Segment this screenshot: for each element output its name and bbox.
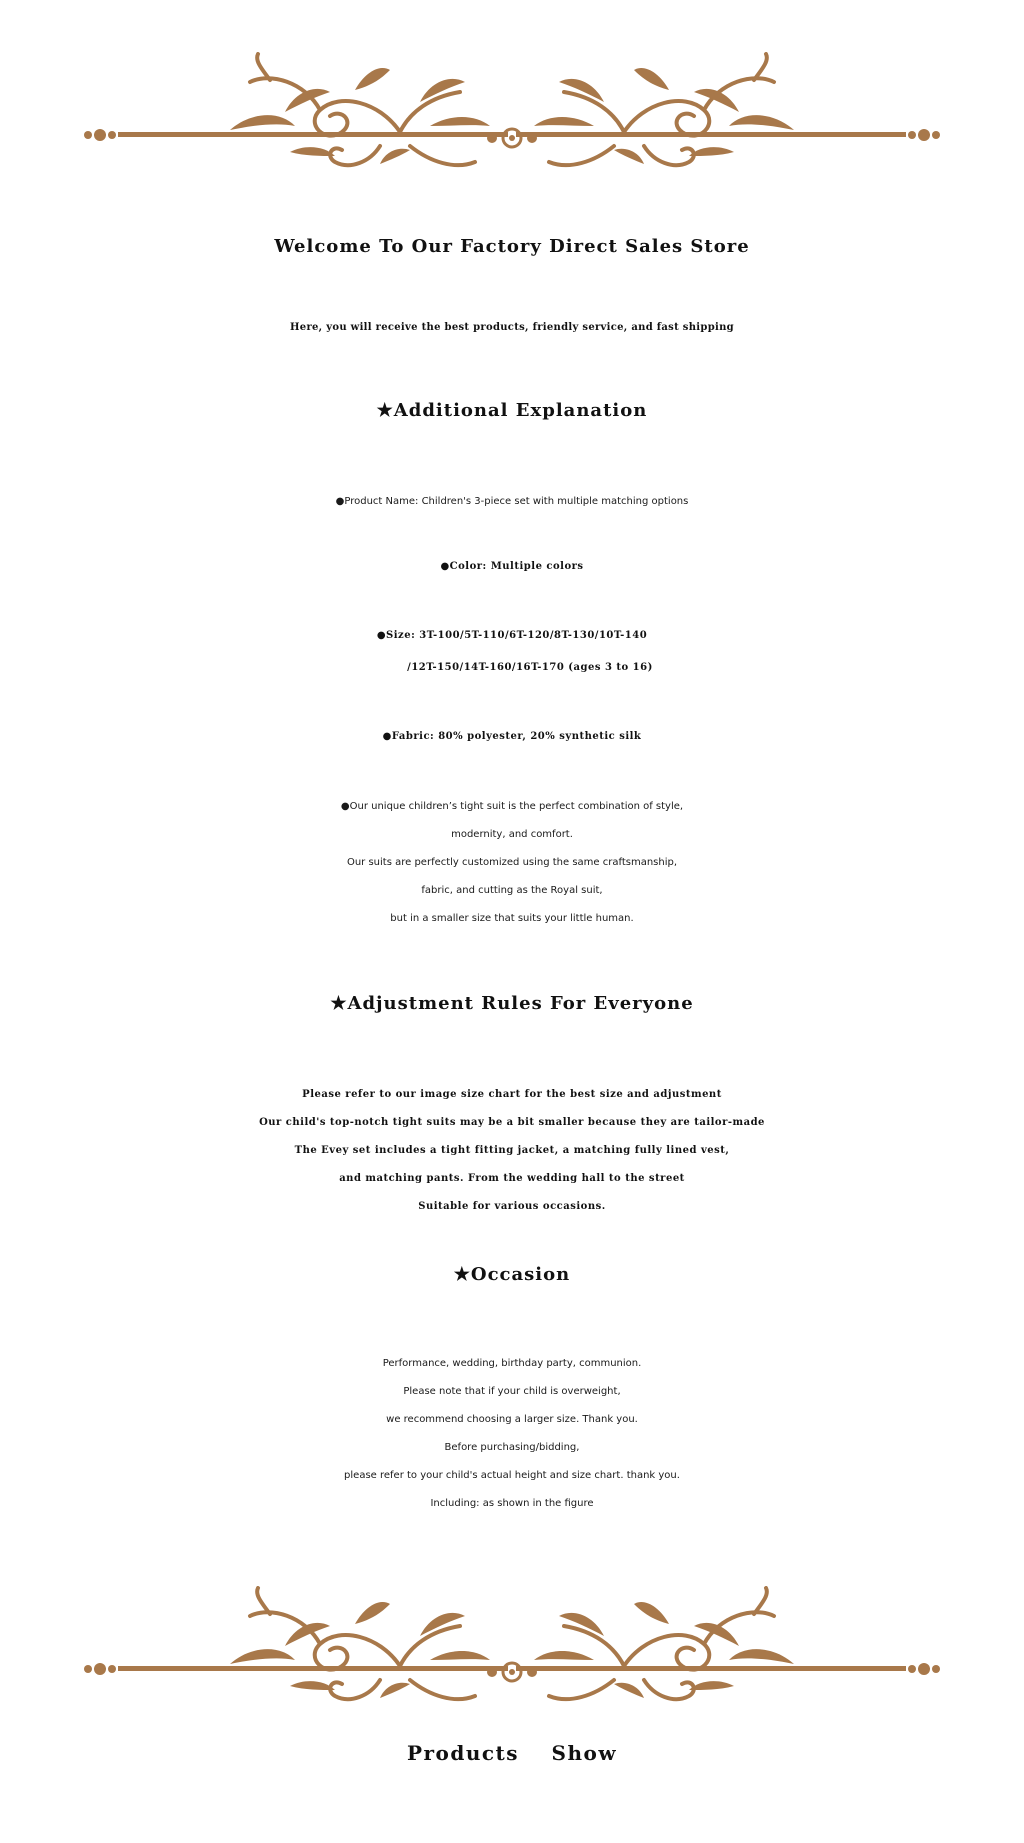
section-heading-adjustment-rules: ★Adjustment Rules For Everyone bbox=[330, 993, 694, 1014]
adjustment-rules-block bbox=[0, 1081, 1024, 1221]
page-title: Welcome To Our Factory Direct Sales Store bbox=[274, 236, 750, 257]
description-line: fabric, and cutting as the Royal suit, bbox=[421, 885, 603, 896]
rule-line: and matching pants. From the wedding hall to the street bbox=[339, 1173, 685, 1184]
description-block bbox=[0, 793, 1024, 933]
fabric-line: ●Fabric: 80% polyester, 20% synthetic silk bbox=[382, 731, 642, 742]
product-name-line: ●Product Name: Children's 3-piece set with multiple matching options bbox=[335, 496, 689, 507]
floral-divider-icon bbox=[80, 52, 944, 202]
occasion-line: we recommend choosing a larger size. Thank you. bbox=[386, 1414, 638, 1425]
size-line-continued: /12T-150/14T-160/16T-170 (ages 3 to 16) bbox=[407, 662, 653, 673]
description-line: modernity, and comfort. bbox=[451, 829, 573, 840]
products-show-heading: Products Show bbox=[406, 1741, 618, 1765]
rule-line: The Evey set includes a tight fitting jacket, a matching fully lined vest, bbox=[294, 1145, 730, 1156]
rule-line: Our child's top-notch tight suits may be a bit smaller because they are tailor-made bbox=[259, 1117, 765, 1128]
description-line: Our suits are perfectly customized using the same craftsmanship, bbox=[346, 857, 678, 868]
occasion-line: Before purchasing/bidding, bbox=[444, 1442, 580, 1453]
occasion-block bbox=[0, 1350, 1024, 1518]
color-line: ●Color: Multiple colors bbox=[440, 561, 584, 572]
occasion-line: Performance, wedding, birthday party, communion. bbox=[382, 1358, 642, 1369]
bottom-ornament bbox=[80, 1586, 944, 1736]
occasion-line: Please note that if your child is overweight, bbox=[403, 1386, 621, 1397]
floral-divider-icon bbox=[80, 1586, 944, 1736]
description-line: ●Our unique children’s tight suit is the perfect combination of style, bbox=[340, 801, 684, 812]
occasion-line: please refer to your child's actual height and size chart. thank you. bbox=[344, 1470, 680, 1481]
rule-line: Suitable for various occasions. bbox=[418, 1201, 606, 1212]
size-line: ●Size: 3T-100/5T-110/6T-120/8T-130/10T-140 bbox=[376, 630, 648, 641]
section-heading-additional-explanation: ★Additional Explanation bbox=[376, 400, 648, 421]
page-subtitle: Here, you will receive the best products, friendly service, and fast shipping bbox=[290, 322, 734, 333]
occasion-line: Including: as shown in the figure bbox=[430, 1498, 594, 1509]
section-heading-occasion: ★Occasion bbox=[453, 1264, 571, 1285]
top-ornament bbox=[80, 52, 944, 202]
rule-line: Please refer to our image size chart for the best size and adjustment bbox=[302, 1089, 722, 1100]
description-line: but in a smaller size that suits your little human. bbox=[390, 913, 634, 924]
